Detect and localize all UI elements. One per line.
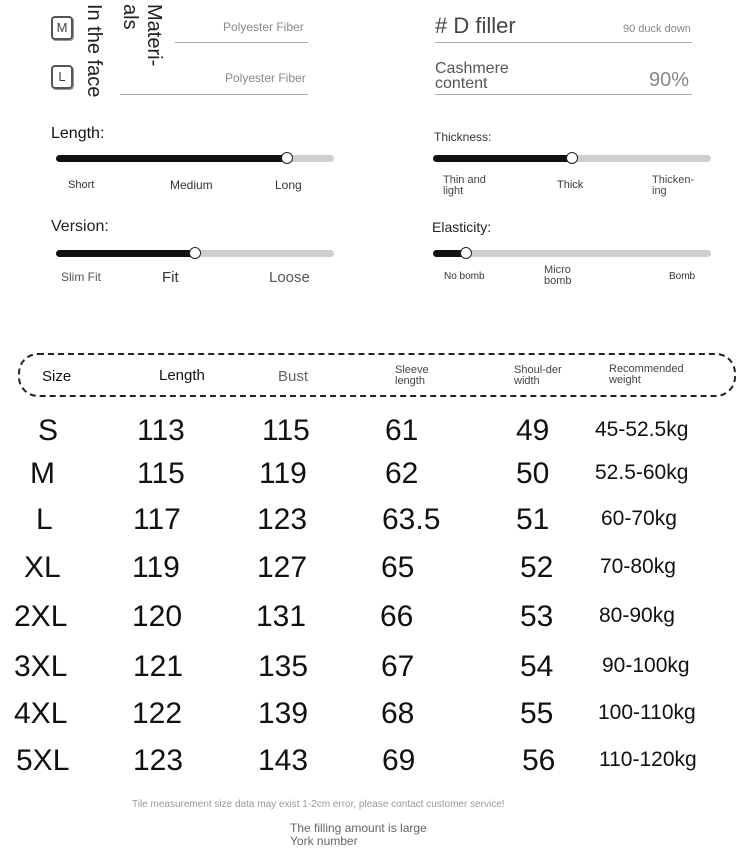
size-cell: XL <box>24 551 61 584</box>
length-option-long: Long <box>275 178 302 192</box>
length-cell: 122 <box>132 697 183 730</box>
version-track <box>56 250 334 257</box>
cashmere-value: 90% <box>649 69 690 91</box>
shoulder-cell: 53 <box>520 600 554 633</box>
length-cell: 117 <box>133 503 181 536</box>
thickness-option-thick: Thick <box>557 179 584 191</box>
measurement-note: Tile measurement size data may exist 1-2cm error, please contact customer service! <box>132 799 505 810</box>
filler-value: 90 duck down <box>623 23 691 35</box>
sleeve-cell: 63.5 <box>382 503 441 536</box>
sleeve-cell: 61 <box>385 414 419 447</box>
sleeve-cell: 62 <box>385 457 419 490</box>
weight-cell: 80-90kg <box>599 604 675 627</box>
shoulder-cell: 50 <box>516 457 550 490</box>
sleeve-cell: 67 <box>381 650 415 683</box>
length-fill <box>56 155 287 162</box>
weight-cell: 52.5-60kg <box>595 461 689 484</box>
sleeve-cell: 65 <box>381 551 415 584</box>
cashmere-line <box>435 94 692 95</box>
material-line-1 <box>175 42 308 43</box>
weight-cell: 110-120kg <box>599 748 697 771</box>
bust-cell: 127 <box>257 551 308 584</box>
header-length: Length <box>159 367 205 384</box>
filler-line <box>435 42 692 43</box>
face-label: In the face <box>83 4 105 98</box>
shoulder-cell: 52 <box>520 551 554 584</box>
bust-cell: 123 <box>257 503 308 536</box>
bust-cell: 131 <box>256 600 307 633</box>
length-track <box>56 155 334 162</box>
filling-line-1: The filling amount is large <box>290 821 427 835</box>
material-line-2 <box>120 94 308 95</box>
shoulder-cell: 49 <box>516 414 550 447</box>
header-shoulder: Shoul-der width <box>514 364 562 387</box>
material-value-1: Polyester Fiber <box>223 20 304 34</box>
weight-cell: 45-52.5kg <box>595 418 689 441</box>
length-title: Length: <box>51 125 105 142</box>
length-knob <box>281 152 293 164</box>
header-sleeve: Sleeve length <box>395 364 429 387</box>
sleeve-cell: 69 <box>382 744 416 777</box>
version-option-slim: Slim Fit <box>61 270 101 284</box>
version-knob <box>189 247 201 259</box>
version-option-loose: Loose <box>269 269 310 286</box>
shoulder-cell: 55 <box>520 697 554 730</box>
elasticity-option-bomb: Bomb <box>669 271 696 282</box>
elasticity-knob <box>460 247 472 259</box>
bust-cell: 139 <box>258 697 309 730</box>
version-title: Version: <box>51 218 109 235</box>
length-cell: 120 <box>132 600 183 633</box>
version-option-fit: Fit <box>162 269 179 286</box>
elasticity-track <box>433 250 711 257</box>
materials-heading: Materi- als <box>119 4 165 67</box>
weight-cell: 60-70kg <box>601 507 677 530</box>
size-cell: 4XL <box>14 697 68 730</box>
thickness-title: Thickness: <box>434 130 492 144</box>
sleeve-cell: 66 <box>380 600 414 633</box>
weight-cell: 100-110kg <box>598 701 696 724</box>
length-cell: 113 <box>137 414 185 447</box>
size-cell: M <box>30 457 55 490</box>
size-cell: 2XL <box>14 600 68 633</box>
version-fill <box>56 250 195 257</box>
size-cell: 5XL <box>16 744 70 777</box>
size-m-icon: M <box>51 16 73 40</box>
size-l-icon: L <box>51 65 73 89</box>
length-cell: 123 <box>133 744 184 777</box>
bust-cell: 119 <box>259 457 307 490</box>
thickness-option-thin: Thin and light <box>443 174 486 197</box>
thickness-knob <box>566 152 578 164</box>
thickness-fill <box>433 155 572 162</box>
bust-cell: 143 <box>258 744 309 777</box>
length-cell: 121 <box>133 650 184 683</box>
length-cell: 119 <box>132 551 180 584</box>
cashmere-label-1: Cashmere <box>435 60 509 77</box>
length-cell: 115 <box>137 457 185 490</box>
length-option-medium: Medium <box>170 178 213 192</box>
bust-cell: 115 <box>262 414 310 447</box>
filling-line-2: York number <box>290 834 358 848</box>
material-value-2: Polyester Fiber <box>225 71 306 85</box>
shoulder-cell: 54 <box>520 650 554 683</box>
bust-cell: 135 <box>258 650 309 683</box>
header-size: Size <box>42 368 72 385</box>
sleeve-cell: 68 <box>381 697 415 730</box>
header-bust: Bust <box>278 368 309 385</box>
thickness-option-thicken: Thicken-ing <box>652 174 695 197</box>
elasticity-title: Elasticity: <box>432 219 492 235</box>
size-cell: L <box>36 503 53 536</box>
elasticity-option-micro: Micro bomb <box>544 264 572 287</box>
thickness-track <box>433 155 711 162</box>
weight-cell: 70-80kg <box>600 555 676 578</box>
length-option-short: Short <box>68 179 95 191</box>
weight-cell: 90-100kg <box>602 654 690 677</box>
elasticity-option-none: No bomb <box>444 271 485 282</box>
shoulder-cell: 51 <box>516 503 550 536</box>
filler-label: # D filler <box>435 13 516 38</box>
header-weight: Recommended weight <box>609 363 684 386</box>
size-cell: 3XL <box>14 650 68 683</box>
cashmere-label-2: content <box>435 75 488 92</box>
size-cell: S <box>38 414 59 447</box>
shoulder-cell: 56 <box>522 744 556 777</box>
